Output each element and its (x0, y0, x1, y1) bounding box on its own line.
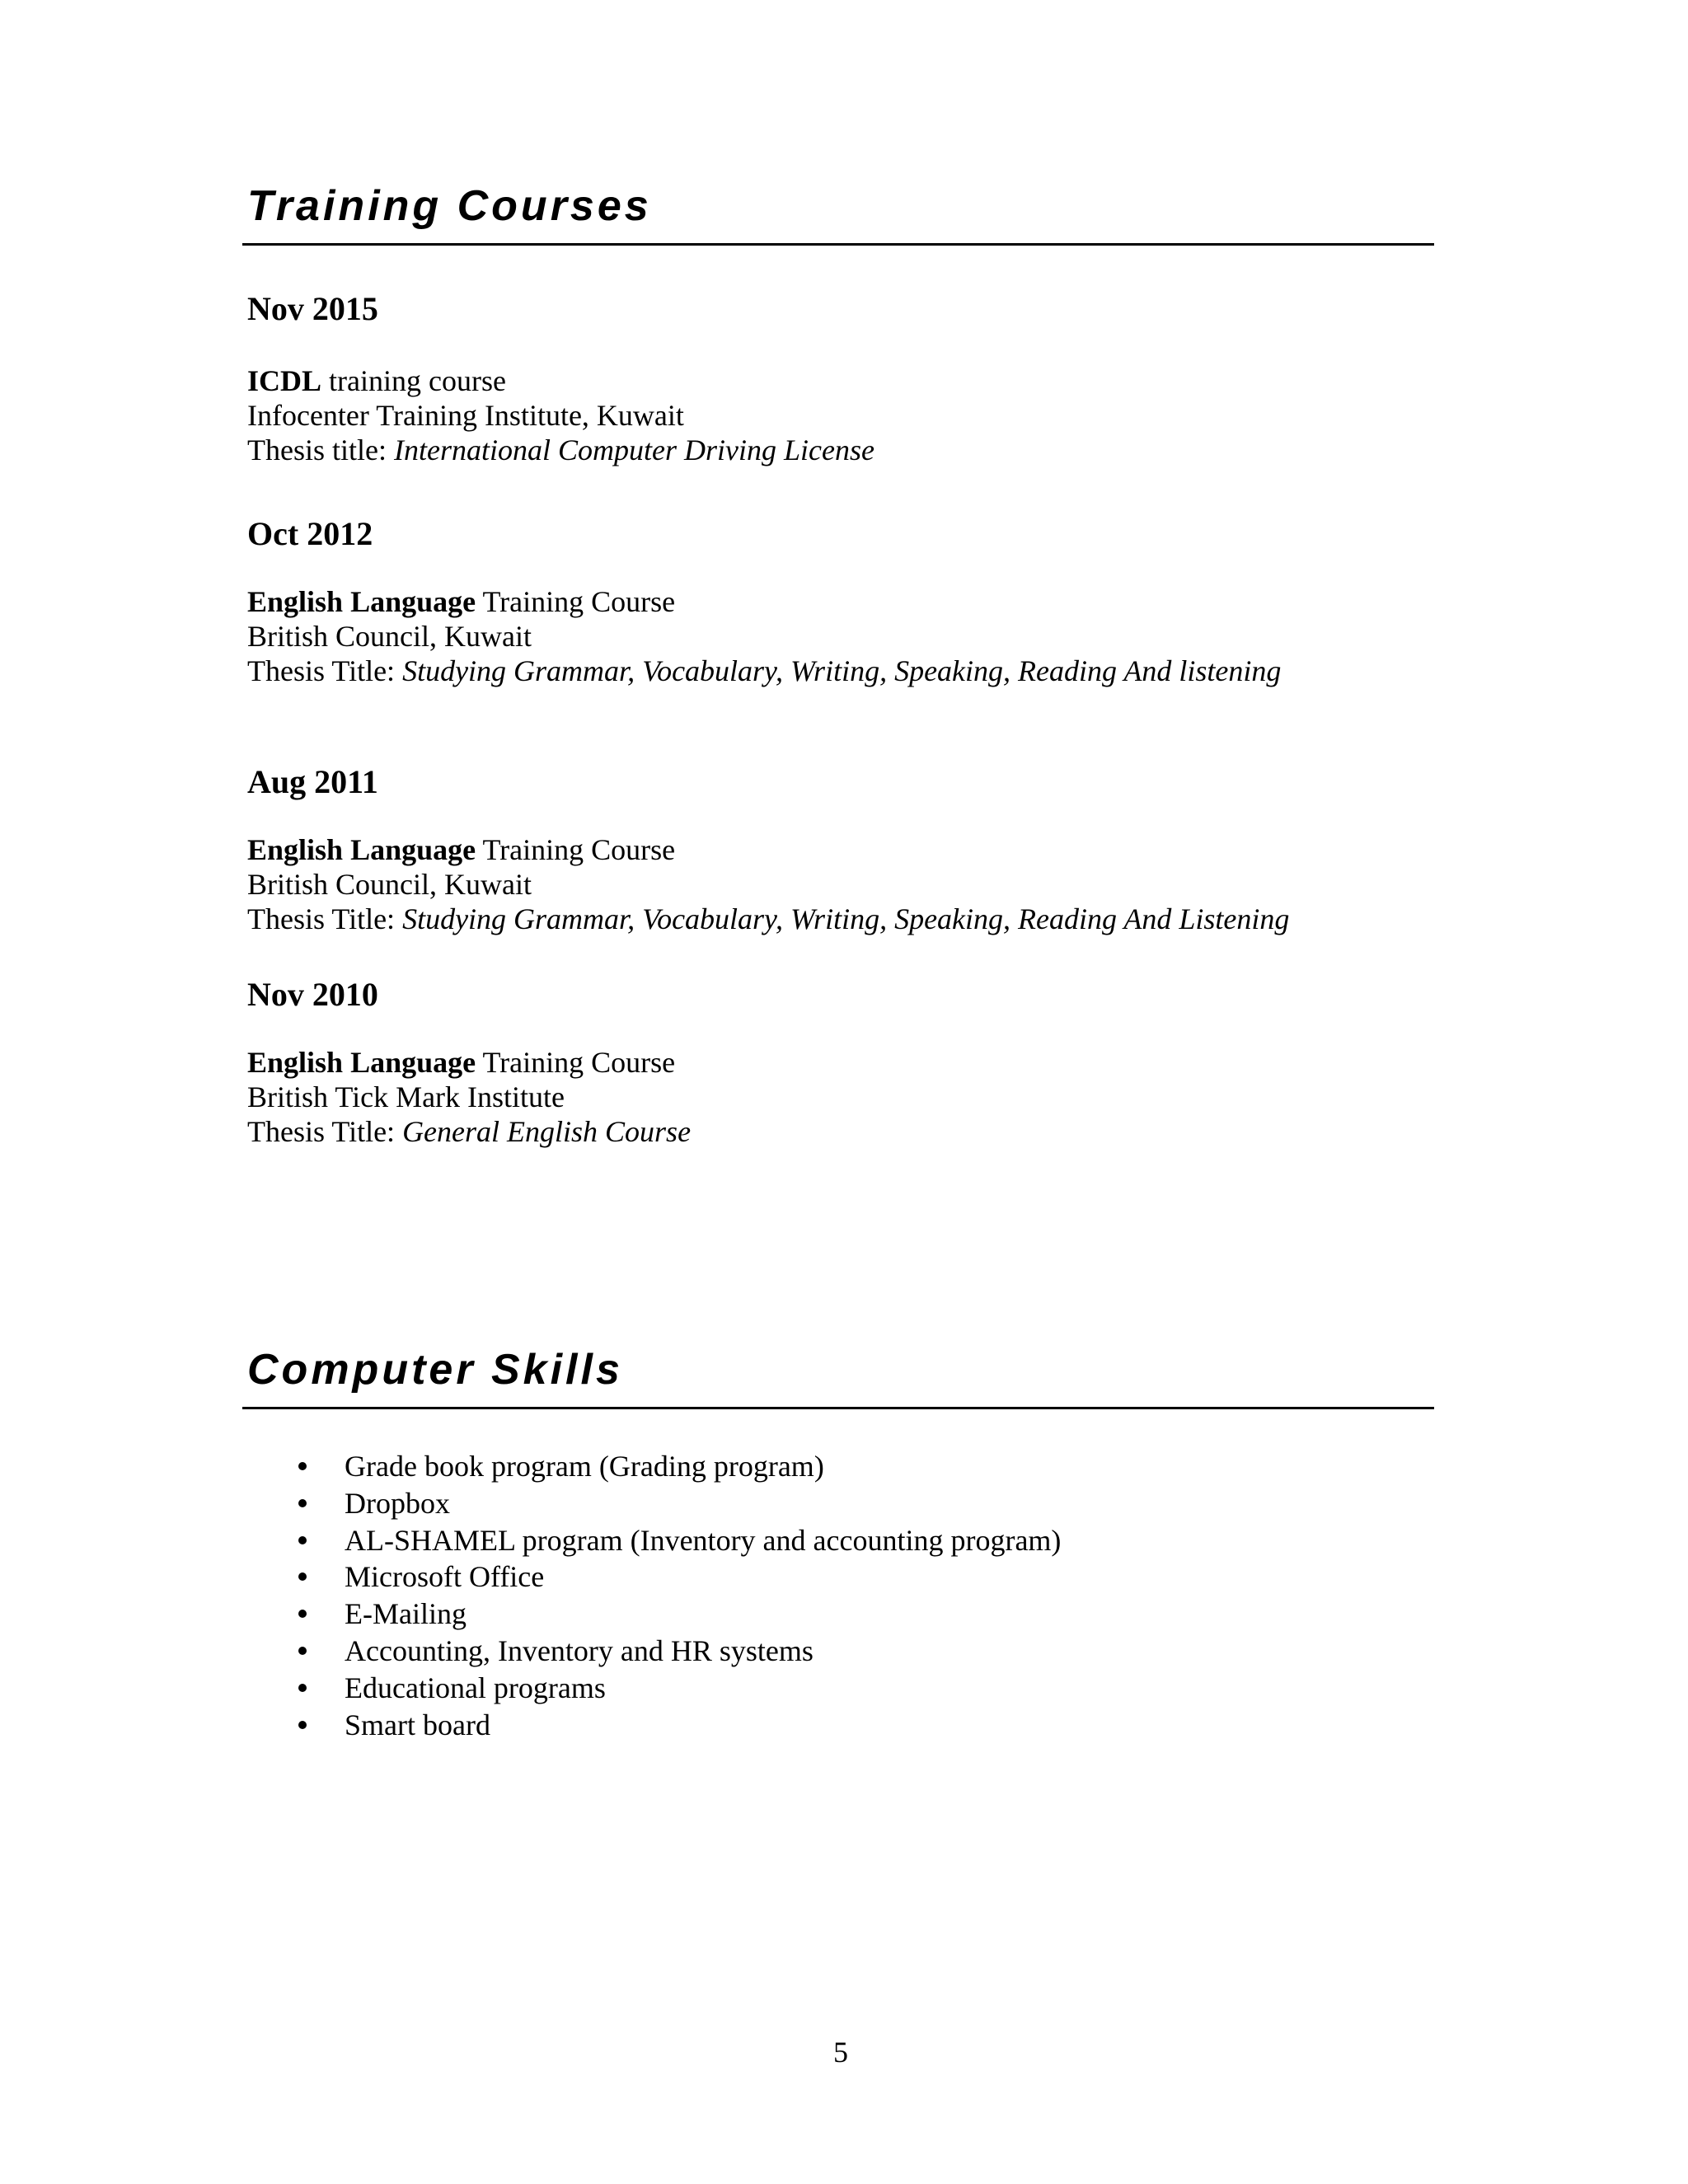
skills-list (247, 1448, 1061, 1743)
section-title-computer-skills: Computer Skills (247, 1346, 623, 1394)
section-divider (242, 243, 1434, 246)
course-institution: British Tick Mark Institute (247, 1080, 565, 1113)
course-name-bold: ICDL (247, 364, 322, 397)
skill-item (247, 1522, 1061, 1559)
thesis-label: Thesis Title: (247, 1115, 403, 1148)
bullet-icon (298, 1610, 307, 1618)
skill-label: Smart board (345, 1708, 490, 1741)
skill-item (247, 1448, 1061, 1485)
course-name-rest: Training Course (476, 1046, 676, 1079)
course-name (247, 832, 1289, 867)
section-divider (242, 1407, 1434, 1409)
bullet-icon (298, 1721, 307, 1729)
skill-label: E-Mailing (345, 1597, 467, 1631)
skill-label: Accounting, Inventory and HR systems (345, 1633, 814, 1667)
bullet-icon (298, 1536, 307, 1544)
skill-label: Grade book program (Grading program) (345, 1450, 824, 1483)
thesis-value: General English Course (402, 1115, 692, 1148)
thesis-label: Thesis title: (247, 434, 394, 466)
course-name-rest: Training Course (476, 585, 676, 618)
course-institution: British Council, Kuwait (247, 620, 532, 653)
course-name (247, 1045, 691, 1080)
skill-label: Educational programs (345, 1671, 606, 1704)
skill-label: Microsoft Office (345, 1560, 545, 1594)
thesis-value: Studying Grammar, Vocabulary, Writing, Speaking, Reading And Listening (402, 902, 1290, 935)
bullet-icon (298, 1499, 307, 1507)
skill-item (247, 1558, 1061, 1596)
skill-item (247, 1633, 1061, 1670)
course-entry (247, 584, 1281, 688)
course-name-bold: English Language (247, 833, 476, 866)
thesis-label: Thesis Title: (247, 902, 403, 935)
skill-label: Dropbox (345, 1486, 450, 1520)
skill-label: AL-SHAMEL program (Inventory and accounting program) (345, 1523, 1062, 1557)
course-date: Aug 2011 (247, 763, 378, 800)
bullet-icon (298, 1647, 307, 1655)
course-thesis (247, 1114, 691, 1149)
bullet-icon (298, 1572, 307, 1581)
course-name (247, 584, 1281, 619)
thesis-label: Thesis Title: (247, 654, 403, 687)
bullet-icon (298, 1462, 307, 1470)
course-date: Nov 2010 (247, 976, 378, 1013)
course-date: Oct 2012 (247, 515, 373, 552)
skill-item (247, 1670, 1061, 1707)
course-thesis (247, 433, 874, 467)
section-title-training-courses: Training Courses (247, 182, 652, 230)
course-date: Nov 2015 (247, 290, 378, 327)
course-name-bold: English Language (247, 1046, 476, 1079)
course-institution: British Council, Kuwait (247, 868, 532, 901)
course-name-rest: training course (321, 364, 506, 397)
bullet-icon (298, 1684, 307, 1692)
course-name-bold: English Language (247, 585, 476, 618)
course-name-rest: Training Course (476, 833, 676, 866)
skill-item (247, 1596, 1061, 1633)
thesis-value: International Computer Driving License (393, 434, 874, 466)
skill-item (247, 1707, 1061, 1744)
course-name (247, 363, 874, 398)
course-entry (247, 832, 1289, 936)
skill-item (247, 1485, 1061, 1522)
course-entry (247, 1045, 691, 1149)
course-entry (247, 363, 874, 467)
thesis-value: Studying Grammar, Vocabulary, Writing, Speaking, Reading And listening (402, 654, 1282, 687)
page-number: 5 (833, 2036, 848, 2069)
course-thesis (247, 654, 1281, 688)
course-institution: Infocenter Training Institute, Kuwait (247, 399, 684, 432)
course-thesis (247, 902, 1289, 936)
